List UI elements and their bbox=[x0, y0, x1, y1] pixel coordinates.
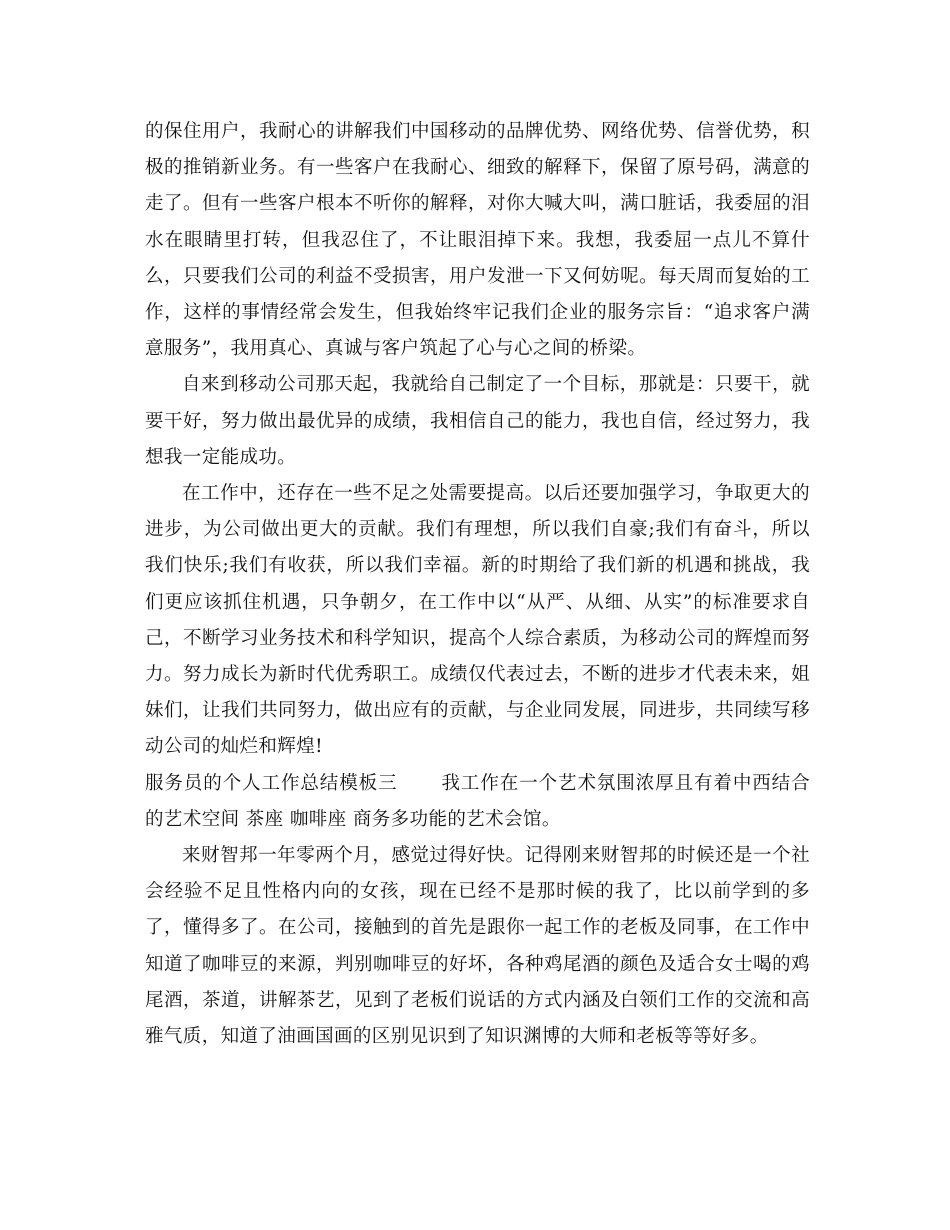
document-body bbox=[145, 114, 810, 1055]
paragraph-continuation: 的保住用户，我耐心的讲解我们中国移动的品牌优势、网络优势、信誉优势，积极的推销新业务。有一些客户在我耐心、细致的解释下，保留了原号码，满意的走了。但有一些客户根本不听你的解释，对你大喊大叫，满口脏话，我委屈的泪水在眼睛里打转，但我忍住了，不让眼泪掉下来。我想，我委屈一点儿不算什么，只要我们公司的利益不受损害，用户发泄一下又何妨呢。每天周而复始的工作，这样的事情经常会发生，但我始终牢记我们企业的服务宗旨：“追求客户满意服务”，我用真心、真诚与客户筑起了心与心之间的桥梁。 bbox=[145, 121, 810, 360]
section-intro: 我工作在一个艺术氛围浓厚且有着中西结合的艺术空间 茶座 咖啡座 商务多功能的艺术会馆。 bbox=[145, 772, 811, 830]
paragraph-improvement: 在工作中，还存在一些不足之处需要提高。以后还要加强学习，争取更大的进步，为公司做出更大的贡献。我们有理想，所以我们自豪;我们有奋斗，所以我们快乐;我们有收获，所以我们幸福。新的时期给了我们新的机遇和挑战，我们更应该抓住机遇，只争朝夕，在工作中以“从严、从细、从实”的标准要求自己，不断学习业务技术和科学知识，提高个人综合素质，为移动公司的辉煌而努力。努力成长为新时代优秀职工。成绩仅代表过去，不断的进步才代表未来，姐妹们，让我们共同努力，做出应有的贡献，与企业同发展，同进步，共同续写移动公司的灿烂和辉煌! bbox=[145, 483, 810, 758]
paragraph-goal: 自来到移动公司那天起，我就给自己制定了一个目标，那就是：只要干，就要干好，努力做出最优异的成绩，我相信自己的能力，我也自信，经过努力，我想我一定能成功。 bbox=[145, 374, 810, 468]
section-title: 服务员的个人工作总结模板三 bbox=[145, 772, 398, 794]
paragraph-experience: 来财智邦一年零两个月，感觉过得好快。记得刚来财智邦的时候还是一个社会经验不足且性格内向的女孩，现在已经不是那时候的我了，比以前学到的多了，懂得多了。在公司，接触到的首先是跟你一起工作的老板及同事，在工作中知道了咖啡豆的来源，判别咖啡豆的好坏，各种鸡尾酒的颜色及适合女士喝的鸡尾酒，茶道，讲解茶艺，见到了老板们说话的方式内涵及白领们工作的交流和高雅气质，知道了油画国画的区别见识到了知识渊博的大师和老板等等好多。 bbox=[145, 845, 810, 1048]
section-heading-line bbox=[145, 766, 810, 838]
